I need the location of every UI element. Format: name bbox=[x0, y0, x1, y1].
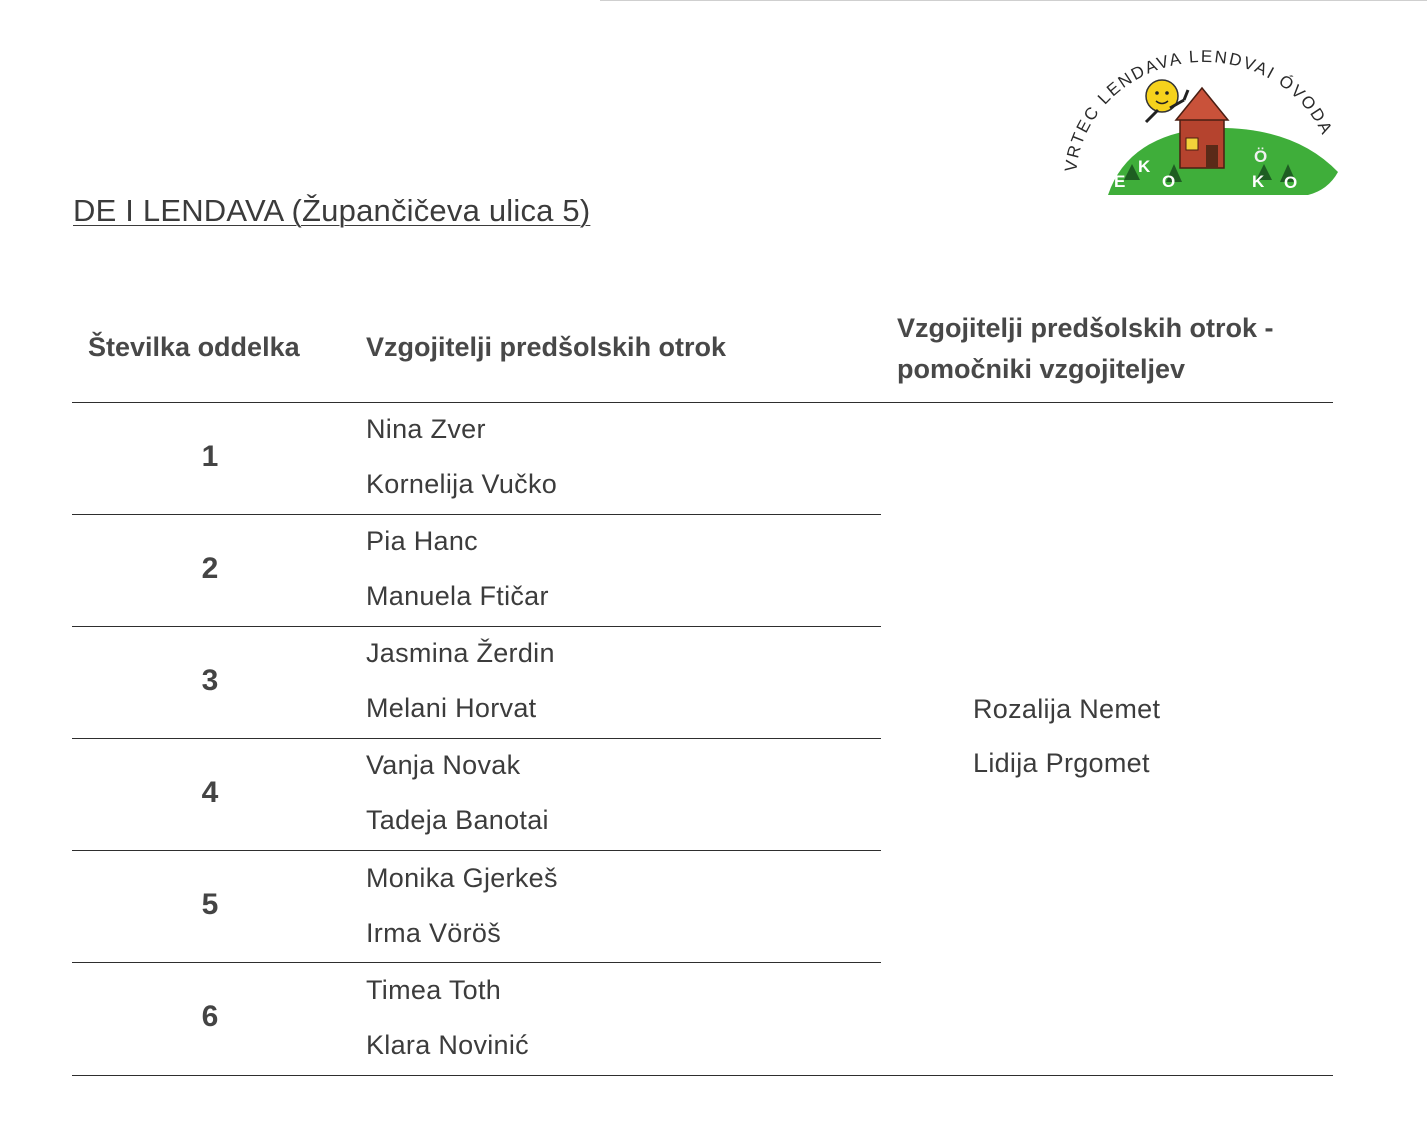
logo-letter: Ö bbox=[1254, 147, 1268, 166]
teacher-name: Pia Hanc bbox=[366, 526, 478, 556]
department-number: 6 bbox=[201, 1000, 219, 1033]
department-number: 2 bbox=[201, 552, 219, 585]
teacher-name: Manuela Ftičar bbox=[366, 581, 549, 611]
logo-letter: O bbox=[1284, 173, 1298, 192]
header-assistants-line2: pomočniki vzgojiteljev bbox=[897, 354, 1186, 384]
teacher-name: Irma Vöröš bbox=[366, 918, 502, 948]
department-number: 1 bbox=[201, 440, 219, 473]
assistant-name: Rozalija Nemet bbox=[973, 694, 1161, 724]
logo-arc-textpath: VRTEC LENDAVA LENDVAI ÓVODA bbox=[1061, 46, 1337, 173]
teacher-name: Kornelija Vučko bbox=[366, 469, 558, 499]
kindergarten-logo bbox=[1058, 30, 1348, 205]
department-number: 3 bbox=[201, 664, 219, 697]
row-divider bbox=[72, 850, 881, 851]
row-divider bbox=[72, 738, 881, 739]
logo-letter: K bbox=[1138, 157, 1151, 176]
logo-letter: E bbox=[1114, 172, 1126, 191]
teacher-name: Timea Toth bbox=[366, 975, 502, 1005]
teacher-name: Nina Zver bbox=[366, 414, 486, 444]
assistant-name: Lidija Prgomet bbox=[973, 748, 1150, 778]
teacher-name: Klara Novinić bbox=[366, 1030, 529, 1060]
department-number: 4 bbox=[201, 776, 219, 809]
header-divider bbox=[72, 402, 1333, 403]
teacher-name: Vanja Novak bbox=[366, 750, 521, 780]
logo-letter: K bbox=[1252, 172, 1265, 191]
header-department-number: Številka oddelka bbox=[88, 332, 300, 362]
header-teachers: Vzgojitelji predšolskih otrok bbox=[366, 332, 727, 362]
teacher-name: Tadeja Banotai bbox=[366, 805, 549, 835]
teacher-name: Melani Horvat bbox=[366, 693, 537, 723]
department-number: 5 bbox=[201, 888, 219, 921]
page-title: DE I LENDAVA (Župančičeva ulica 5) bbox=[73, 193, 591, 228]
row-divider bbox=[72, 514, 881, 515]
table-bottom-line bbox=[72, 1075, 1333, 1076]
header-assistants-line1: Vzgojitelji predšolskih otrok - bbox=[897, 313, 1274, 343]
scan-edge-line bbox=[600, 0, 1427, 1]
teacher-name: Jasmina Žerdin bbox=[366, 638, 555, 668]
row-divider bbox=[72, 626, 881, 627]
teacher-name: Monika Gjerkeš bbox=[366, 863, 558, 893]
logo-letter: O bbox=[1162, 172, 1176, 191]
row-divider bbox=[72, 962, 881, 963]
